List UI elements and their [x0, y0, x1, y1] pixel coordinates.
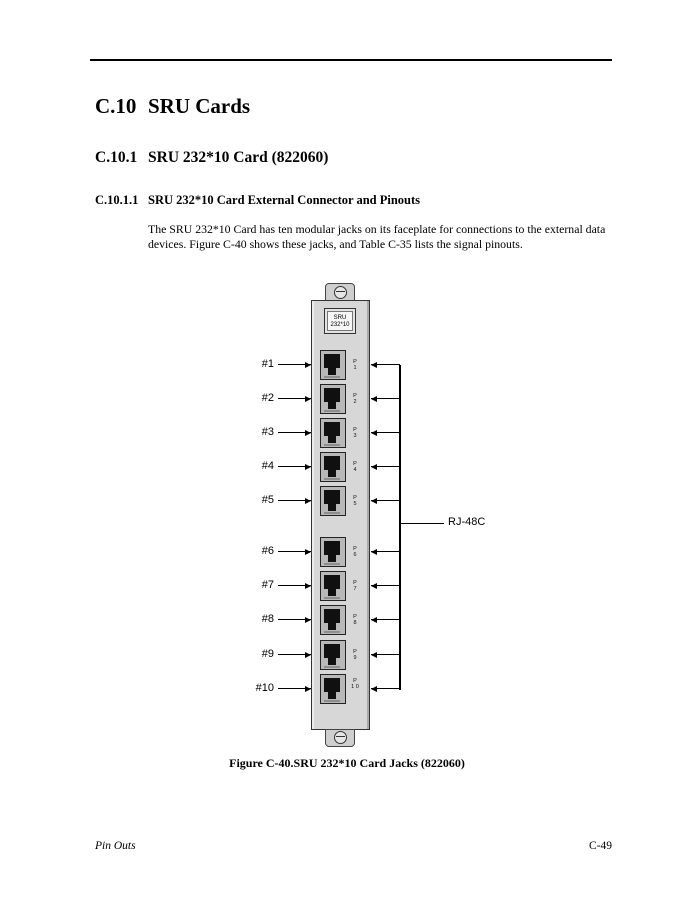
jack-opening	[324, 388, 340, 402]
jack-callout-label: #8	[261, 613, 274, 625]
modular-jack	[320, 350, 346, 380]
jack-arrow	[371, 398, 400, 399]
section-title: SRU Cards	[148, 94, 251, 118]
jack-callout-label: #3	[261, 426, 274, 438]
callout-arrow	[278, 466, 311, 467]
subsubsection-title: SRU 232*10 Card External Connector and Pinouts	[148, 193, 421, 207]
jack-shine	[324, 597, 340, 599]
port-letter: P	[353, 427, 357, 433]
jack-shine	[324, 631, 340, 633]
card-label-line1: SRU	[333, 315, 347, 321]
top-rule	[90, 59, 612, 61]
jack-latch	[328, 402, 336, 409]
port-number: 2	[353, 399, 357, 405]
port-number: 3	[353, 433, 357, 439]
port-letter: P	[353, 393, 357, 399]
port-label	[349, 678, 361, 690]
jack-arrow	[371, 466, 400, 467]
card-label-line2: 232*10	[330, 322, 350, 328]
port-letter: P	[353, 649, 357, 655]
subsubsection-heading	[95, 193, 420, 208]
port-number: 1	[353, 365, 357, 371]
jack-shine	[324, 563, 340, 565]
port-number: 1 0	[351, 684, 359, 690]
port-number: 7	[353, 586, 357, 592]
port-label	[349, 546, 361, 558]
connector-bus-line	[399, 365, 401, 690]
modular-jack	[320, 452, 346, 482]
port-label	[349, 580, 361, 592]
modular-jack	[320, 537, 346, 567]
jack-latch	[328, 470, 336, 477]
section-heading	[95, 94, 250, 119]
jack-callout-label: #2	[261, 392, 274, 404]
card-label	[327, 311, 353, 331]
jack-opening	[324, 678, 340, 692]
jack-opening	[324, 490, 340, 504]
card-label-plate	[324, 308, 356, 334]
port-number: 9	[353, 655, 357, 661]
port-letter: P	[353, 461, 357, 467]
footer-section-label: Pin Outs	[95, 840, 136, 852]
jack-latch	[328, 658, 336, 665]
jack-shine	[324, 444, 340, 446]
callout-arrow	[278, 585, 311, 586]
jack-arrow	[371, 364, 400, 365]
callout-arrow	[278, 500, 311, 501]
callout-arrow	[278, 551, 311, 552]
figure-caption: Figure C-40.SRU 232*10 Card Jacks (822060)	[229, 756, 465, 770]
port-label	[349, 461, 361, 473]
port-letter: P	[353, 359, 357, 365]
subsection-number: C.10.1	[95, 149, 138, 166]
port-letter: P	[353, 546, 357, 552]
modular-jack	[320, 384, 346, 414]
jack-latch	[328, 368, 336, 375]
modular-jack	[320, 418, 346, 448]
bottom-screw-icon	[334, 731, 347, 744]
subsection-title: SRU 232*10 Card (822060)	[148, 149, 329, 166]
port-label	[349, 427, 361, 439]
jack-arrow	[371, 585, 400, 586]
jack-shine	[324, 700, 340, 702]
jack-arrow	[371, 688, 400, 689]
jack-latch	[328, 589, 336, 596]
callout-arrow	[278, 432, 311, 433]
modular-jack	[320, 571, 346, 601]
port-letter: P	[353, 678, 357, 684]
jack-arrow	[371, 551, 400, 552]
port-number: 5	[353, 501, 357, 507]
callout-arrow	[278, 688, 311, 689]
callout-arrow	[278, 364, 311, 365]
jack-shine	[324, 666, 340, 668]
port-number: 6	[353, 552, 357, 558]
modular-jack	[320, 674, 346, 704]
body-paragraph: The SRU 232*10 Card has ten modular jacks on its faceplate for connections to the external data devices. Figure C-40 shows these jacks, and Table C-35 lists the signal pinouts.	[148, 222, 606, 251]
jack-arrow	[371, 432, 400, 433]
jack-shine	[324, 512, 340, 514]
port-label	[349, 393, 361, 405]
top-screw-icon	[334, 286, 347, 299]
jack-shine	[324, 376, 340, 378]
connector-type-label: RJ-48C	[448, 516, 486, 528]
footer-page-number: C-49	[589, 840, 612, 852]
modular-jack	[320, 640, 346, 670]
section-number: C.10	[95, 94, 137, 118]
jack-opening	[324, 456, 340, 470]
port-label	[349, 649, 361, 661]
jack-opening	[324, 354, 340, 368]
callout-arrow	[278, 619, 311, 620]
jack-latch	[328, 692, 336, 699]
jack-shine	[324, 410, 340, 412]
jack-arrow	[371, 500, 400, 501]
jack-arrow	[371, 654, 400, 655]
subsection-heading	[95, 149, 328, 167]
jack-shine	[324, 478, 340, 480]
jack-callout-label: #7	[261, 579, 274, 591]
jack-opening	[324, 541, 340, 555]
callout-arrow	[278, 654, 311, 655]
jack-callout-label: #4	[261, 460, 274, 472]
jack-callout-label: #9	[261, 648, 274, 660]
jack-callout-label: #5	[261, 494, 274, 506]
jack-callout-label: #10	[255, 682, 274, 694]
connector-leader-line	[400, 523, 444, 524]
jack-arrow	[371, 619, 400, 620]
jack-callout-label: #1	[261, 358, 274, 370]
port-label	[349, 359, 361, 371]
port-number: 4	[353, 467, 357, 473]
modular-jack	[320, 605, 346, 635]
jack-callout-label: #6	[261, 545, 274, 557]
jack-opening	[324, 644, 340, 658]
subsubsection-number: C.10.1.1	[95, 193, 139, 207]
jack-opening	[324, 609, 340, 623]
port-letter: P	[353, 580, 357, 586]
port-label	[349, 614, 361, 626]
jack-latch	[328, 504, 336, 511]
port-number: 8	[353, 620, 357, 626]
jack-opening	[324, 422, 340, 436]
jack-opening	[324, 575, 340, 589]
port-label	[349, 495, 361, 507]
jack-latch	[328, 555, 336, 562]
modular-jack	[320, 486, 346, 516]
jack-latch	[328, 623, 336, 630]
port-letter: P	[353, 495, 357, 501]
port-letter: P	[353, 614, 357, 620]
jack-latch	[328, 436, 336, 443]
callout-arrow	[278, 398, 311, 399]
